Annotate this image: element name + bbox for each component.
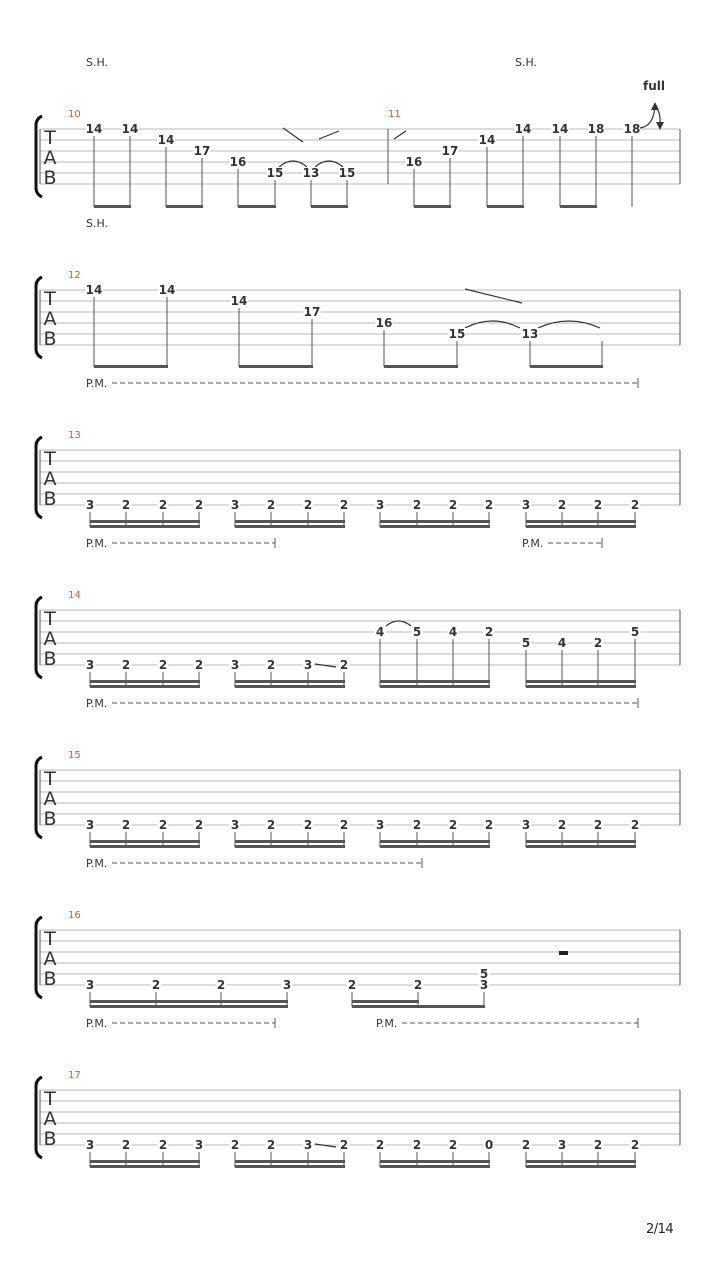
- fret-number: 2: [347, 978, 357, 992]
- fret-number: 2: [216, 978, 226, 992]
- tab-clef-letter: T: [44, 1088, 56, 1110]
- fret-number: 2: [266, 498, 276, 512]
- measure-number: 14: [68, 590, 81, 601]
- tab-system: [36, 378, 680, 528]
- harmonic-label: S.H.: [86, 56, 109, 69]
- system-bracket: [36, 597, 42, 678]
- harmonic-label: S.H.: [515, 56, 538, 69]
- fret-number: 3: [557, 1138, 567, 1152]
- measure-number: 17: [68, 1070, 81, 1081]
- fret-number: 2: [303, 498, 313, 512]
- tab-clef-letter: T: [44, 448, 56, 470]
- fret-number: 2: [158, 498, 168, 512]
- beam: [526, 520, 636, 523]
- beam: [530, 365, 603, 368]
- fret-number: 2: [375, 1138, 385, 1152]
- tab-system: [36, 538, 680, 688]
- fret-number: 2: [194, 498, 204, 512]
- fret-number: 3: [303, 658, 313, 672]
- fret-number: 4: [557, 636, 567, 650]
- system-bracket: [36, 116, 42, 197]
- tab-clef-letter: T: [44, 288, 56, 310]
- fret-number: 2: [266, 1138, 276, 1152]
- tab-clef-letter: A: [43, 468, 57, 490]
- tab-clef-letter: A: [43, 948, 57, 970]
- fret-number: 16: [405, 155, 423, 169]
- fret-number: 0: [484, 1138, 494, 1152]
- beam: [526, 845, 636, 848]
- palm-mute-label: P.M.: [86, 377, 108, 390]
- fret-number: 18: [587, 122, 605, 136]
- fret-number: 3: [375, 498, 385, 512]
- system-bracket: [36, 1077, 42, 1158]
- fret-number: 2: [339, 818, 349, 832]
- palm-mute-label: P.M.: [86, 697, 108, 710]
- fret-number: 2: [448, 818, 458, 832]
- beam: [380, 520, 490, 523]
- tab-system: [36, 1018, 680, 1168]
- fret-number: 3: [194, 1138, 204, 1152]
- tab-clef-letter: T: [44, 127, 56, 149]
- beam: [418, 1005, 485, 1008]
- fret-number: 3: [230, 658, 240, 672]
- fret-number: 2: [630, 1138, 640, 1152]
- fret-number: 2: [121, 1138, 131, 1152]
- fret-number: 2: [158, 1138, 168, 1152]
- beam: [414, 205, 451, 208]
- measure-number: 11: [388, 109, 401, 120]
- beam: [526, 685, 636, 688]
- fret-number: 2: [448, 1138, 458, 1152]
- bend-amount-label: full: [643, 79, 665, 93]
- fret-number: 14: [230, 294, 248, 308]
- beam: [90, 1005, 288, 1008]
- fret-number: 15: [338, 166, 356, 180]
- palm-mute-label: P.M.: [86, 1017, 108, 1030]
- tab-clef-letter: B: [43, 328, 57, 350]
- beam: [526, 840, 636, 843]
- palm-mute-label: P.M.: [376, 1017, 398, 1030]
- beam: [380, 685, 490, 688]
- beam: [526, 525, 636, 528]
- fret-number: 14: [157, 133, 175, 147]
- fret-number: 3: [85, 1138, 95, 1152]
- beam: [380, 840, 490, 843]
- whole-rest: [559, 951, 568, 955]
- system-bracket: [36, 277, 42, 358]
- fret-number: 3: [375, 818, 385, 832]
- harmonic-label: S.H.: [86, 217, 109, 230]
- beam: [526, 1165, 636, 1168]
- tab-clef-letter: T: [44, 608, 56, 630]
- fret-number: 2: [412, 818, 422, 832]
- tab-clef-letter: A: [43, 1108, 57, 1130]
- fret-number: 3: [85, 818, 95, 832]
- fret-number: 3: [230, 818, 240, 832]
- fret-number: 2: [412, 498, 422, 512]
- fret-number: 2: [303, 818, 313, 832]
- palm-mute-label: P.M.: [86, 537, 108, 550]
- beam: [235, 845, 345, 848]
- slur: [538, 321, 600, 328]
- beam: [90, 840, 200, 843]
- beam: [560, 205, 597, 208]
- fret-number: 2: [412, 1138, 422, 1152]
- beam: [90, 1000, 288, 1003]
- fret-number: 15: [448, 327, 466, 341]
- tab-system: [36, 277, 680, 368]
- fret-number: 2: [121, 818, 131, 832]
- measure-number: 13: [68, 430, 81, 441]
- measure-number: 15: [68, 750, 81, 761]
- slide: [394, 131, 406, 139]
- beam: [235, 680, 345, 683]
- fret-number: 15: [266, 166, 284, 180]
- palm-mute-label: P.M.: [86, 857, 108, 870]
- fret-number: 3: [479, 978, 489, 992]
- beam: [380, 525, 490, 528]
- beam: [487, 205, 524, 208]
- measure-number: 16: [68, 910, 81, 921]
- beam: [380, 1160, 490, 1163]
- fret-number: 3: [85, 978, 95, 992]
- fret-number: 2: [339, 658, 349, 672]
- fret-number: 16: [375, 316, 393, 330]
- fret-number: 13: [302, 166, 320, 180]
- measure-number: 12: [68, 270, 81, 281]
- fret-number: 14: [478, 133, 496, 147]
- tab-clef-letter: B: [43, 1128, 57, 1150]
- fret-number: 14: [121, 122, 139, 136]
- fret-number: 14: [158, 283, 176, 297]
- beam: [235, 840, 345, 843]
- fret-number: 5: [479, 967, 489, 981]
- tab-clef-letter: T: [44, 928, 56, 950]
- beam: [239, 365, 313, 368]
- fret-number: 5: [521, 636, 531, 650]
- fret-number: 5: [630, 625, 640, 639]
- tab-clef-letter: B: [43, 808, 57, 830]
- fret-number: 2: [121, 658, 131, 672]
- measure-number: 10: [68, 109, 81, 120]
- fret-number: 16: [229, 155, 247, 169]
- fret-number: 2: [151, 978, 161, 992]
- slur: [386, 621, 411, 626]
- beam: [526, 1160, 636, 1163]
- fret-number: 2: [158, 658, 168, 672]
- fret-number: 5: [412, 625, 422, 639]
- beam: [90, 680, 200, 683]
- beam: [238, 205, 276, 208]
- fret-number: 2: [448, 498, 458, 512]
- beam: [380, 680, 490, 683]
- beam: [352, 1000, 419, 1003]
- beam: [380, 1165, 490, 1168]
- beam: [235, 520, 345, 523]
- fret-number: 14: [514, 122, 532, 136]
- beam: [90, 520, 200, 523]
- system-bracket: [36, 757, 42, 838]
- tab-clef-letter: T: [44, 768, 56, 790]
- slide: [319, 131, 339, 139]
- fret-number: 3: [521, 818, 531, 832]
- tab-clef-letter: A: [43, 147, 57, 169]
- fret-number: 2: [413, 978, 423, 992]
- fret-number: 2: [484, 625, 494, 639]
- fret-number: 3: [521, 498, 531, 512]
- beam: [235, 1160, 345, 1163]
- fret-number: 2: [557, 498, 567, 512]
- tab-system: [36, 698, 680, 848]
- beam: [90, 685, 200, 688]
- fret-number: 2: [158, 818, 168, 832]
- beam: [94, 205, 131, 208]
- beam: [94, 365, 168, 368]
- tab-clef-letter: B: [43, 167, 57, 189]
- fret-number: 3: [303, 1138, 313, 1152]
- fret-number: 2: [194, 818, 204, 832]
- fret-number: 2: [266, 818, 276, 832]
- beam: [90, 525, 200, 528]
- fret-number: 2: [593, 1138, 603, 1152]
- beam: [90, 1165, 200, 1168]
- palm-mute-label: P.M.: [522, 537, 544, 550]
- beam: [311, 205, 348, 208]
- tab-clef-letter: B: [43, 968, 57, 990]
- fret-number: 2: [339, 1138, 349, 1152]
- fret-number: 3: [282, 978, 292, 992]
- fret-number: 2: [557, 818, 567, 832]
- beam: [380, 845, 490, 848]
- tab-clef-letter: A: [43, 308, 57, 330]
- fret-number: 13: [521, 327, 539, 341]
- fret-number: 14: [85, 122, 103, 136]
- fret-number: 3: [230, 498, 240, 512]
- fret-number: 4: [375, 625, 385, 639]
- page-number: 2/14: [646, 1222, 674, 1237]
- system-bracket: [36, 917, 42, 998]
- fret-number: 2: [521, 1138, 531, 1152]
- fret-number: 17: [441, 144, 459, 158]
- fret-number: 2: [230, 1138, 240, 1152]
- beam: [235, 1165, 345, 1168]
- fret-number: 2: [593, 498, 603, 512]
- fret-number: 2: [593, 636, 603, 650]
- tab-system: [36, 858, 680, 1008]
- tab-system: [36, 102, 680, 208]
- tab-clef-letter: A: [43, 628, 57, 650]
- fret-number: 2: [593, 818, 603, 832]
- beam: [526, 680, 636, 683]
- beam: [166, 205, 203, 208]
- fret-number: 2: [121, 498, 131, 512]
- fret-number: 14: [551, 122, 569, 136]
- tab-clef-letter: A: [43, 788, 57, 810]
- fret-number: 17: [303, 305, 321, 319]
- fret-number: 2: [484, 818, 494, 832]
- beam: [90, 1160, 200, 1163]
- fret-number: 3: [85, 498, 95, 512]
- system-bracket: [36, 437, 42, 518]
- fret-number: 3: [85, 658, 95, 672]
- beam: [235, 685, 345, 688]
- fret-number: 2: [630, 498, 640, 512]
- fret-number: 2: [339, 498, 349, 512]
- fret-number: 14: [85, 283, 103, 297]
- beam: [352, 1005, 419, 1008]
- slur: [465, 321, 520, 328]
- fret-number: 18: [623, 122, 641, 136]
- tab-clef-letter: B: [43, 488, 57, 510]
- beam: [235, 525, 345, 528]
- fret-number: 2: [630, 818, 640, 832]
- fret-number: 2: [484, 498, 494, 512]
- fret-number: 4: [448, 625, 458, 639]
- fret-number: 2: [194, 658, 204, 672]
- fret-number: 17: [193, 144, 211, 158]
- beam: [384, 365, 458, 368]
- beam: [90, 845, 200, 848]
- tab-clef-letter: B: [43, 648, 57, 670]
- fret-number: 2: [266, 658, 276, 672]
